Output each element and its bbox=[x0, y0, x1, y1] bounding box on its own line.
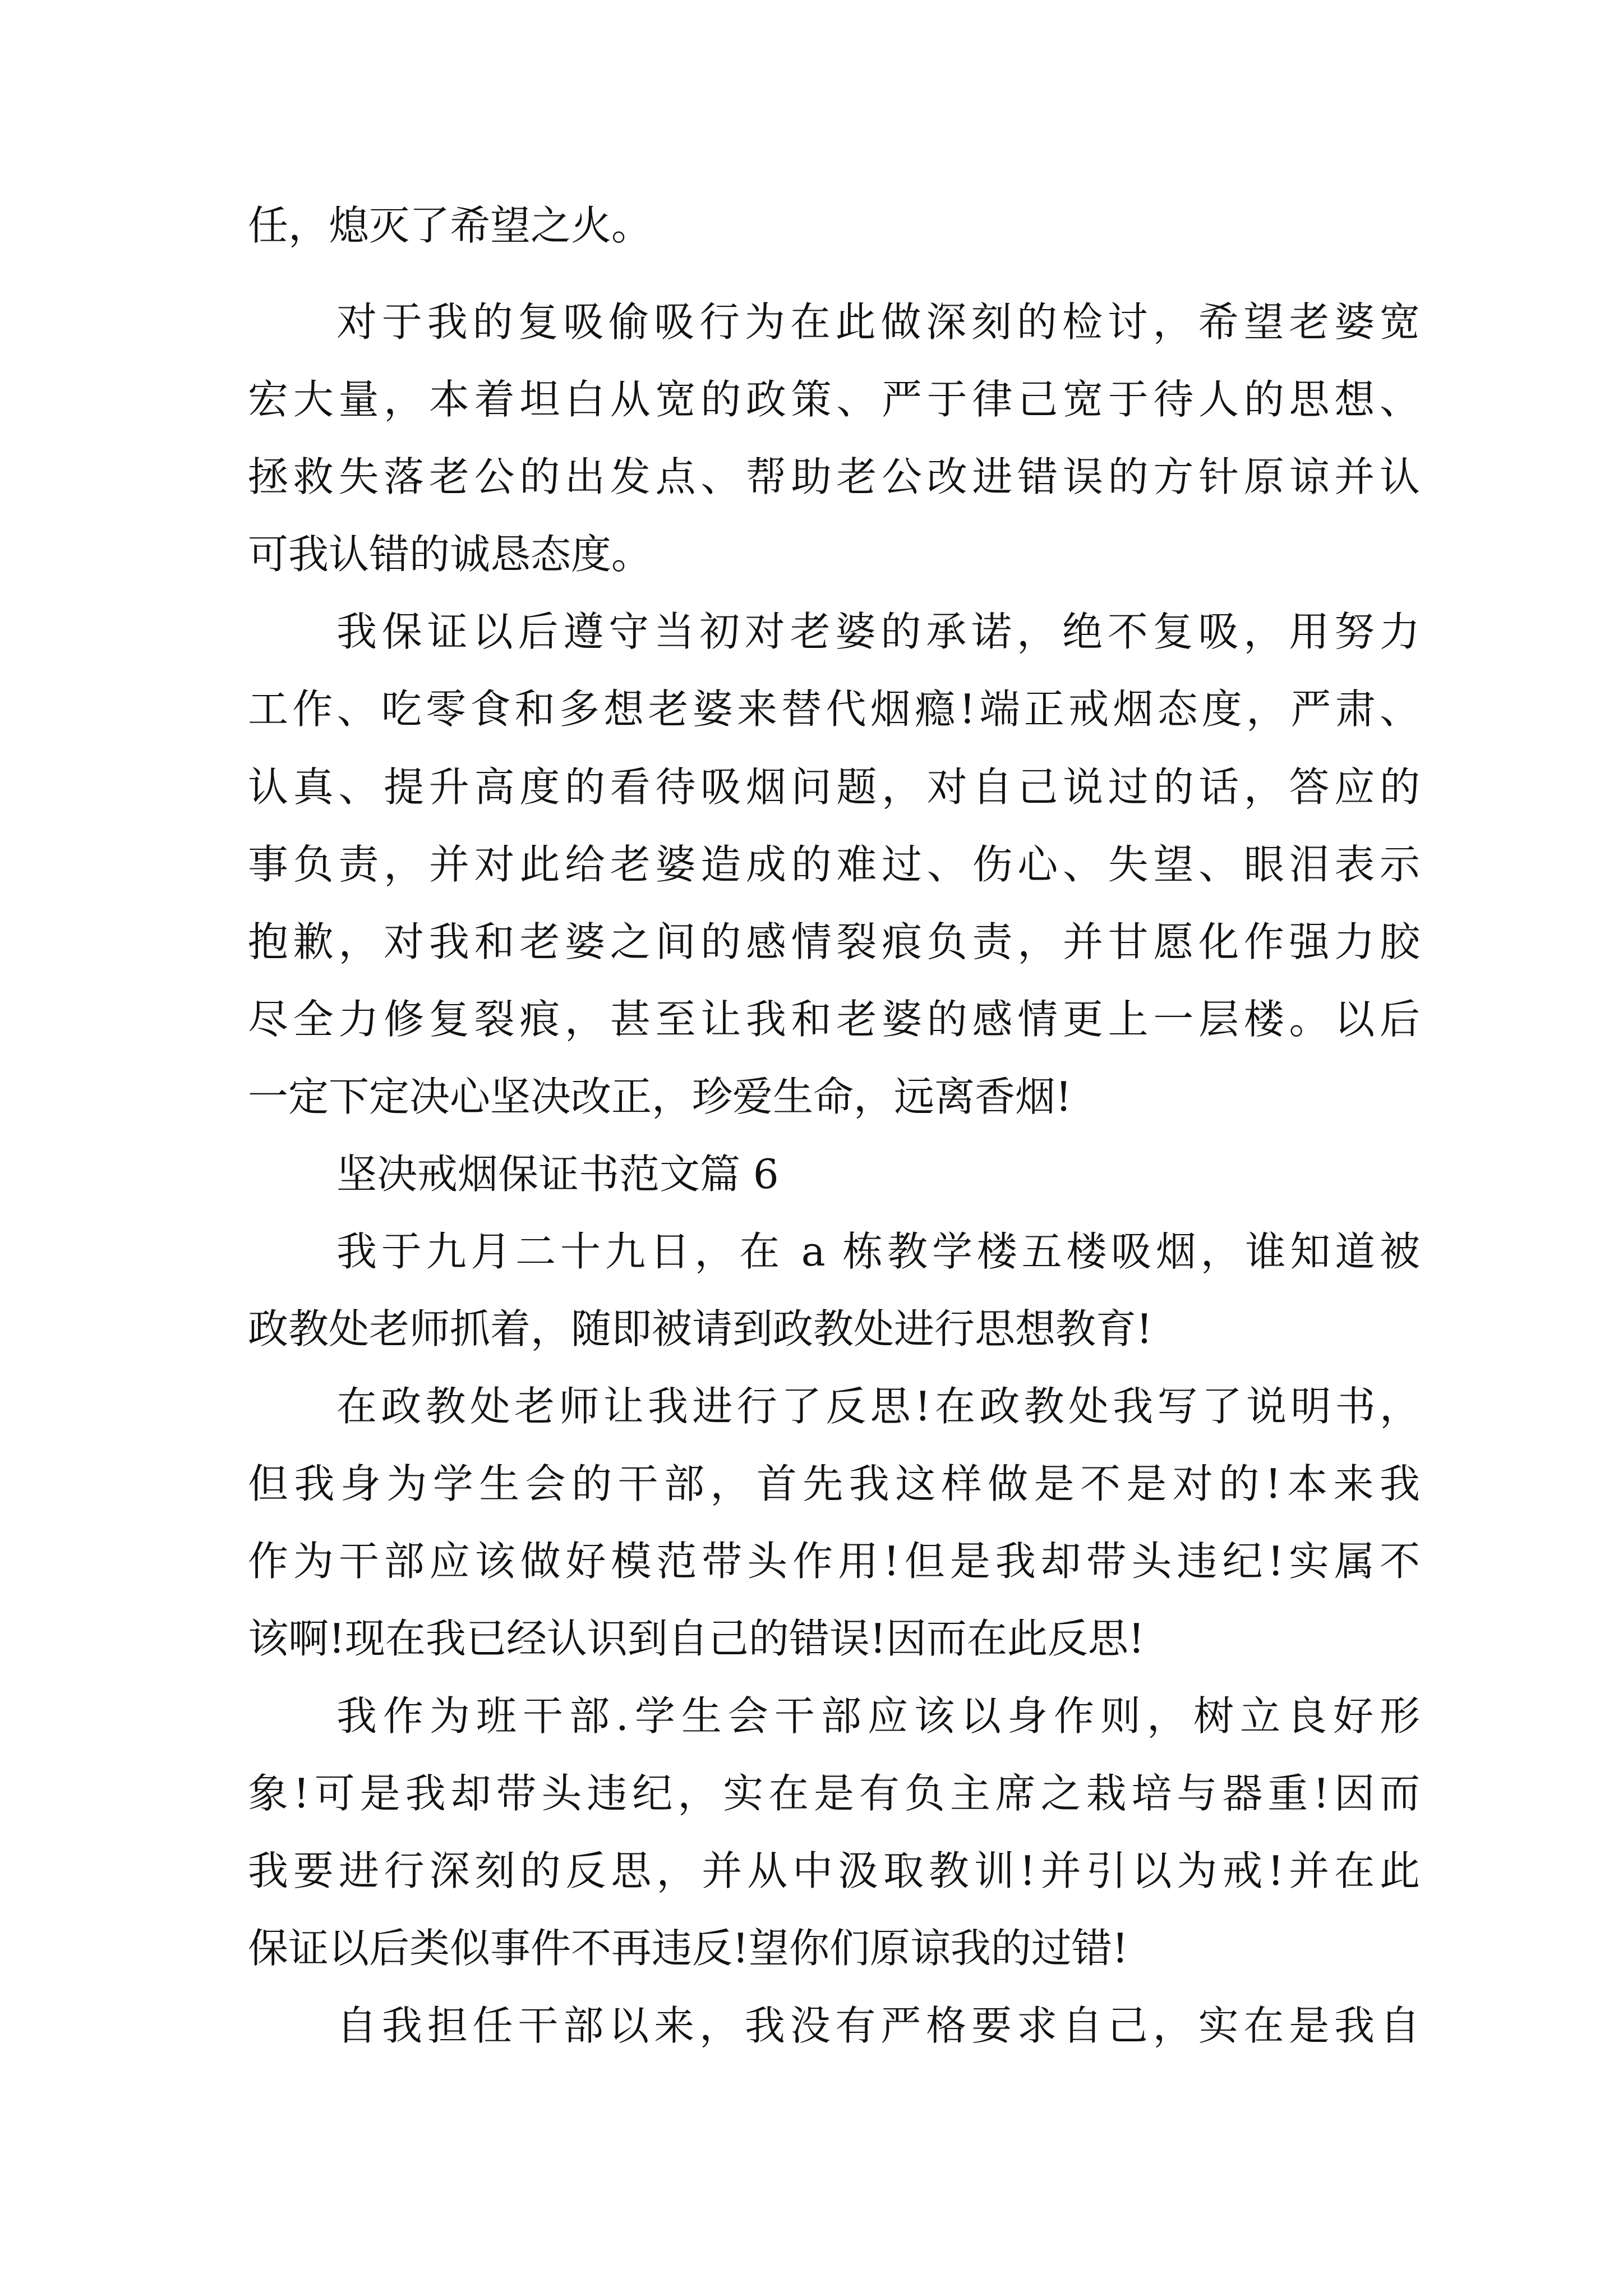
section-heading: 坚决戒烟保证书范文篇 6 bbox=[336, 1151, 779, 1198]
paragraph-line: 认真、提升高度的看待吸烟问题，对自己说过的话，答应的 bbox=[248, 763, 1420, 811]
paragraph-line: 我作为班干部.学生会干部应该以身作则，树立良好形 bbox=[336, 1692, 1420, 1740]
paragraph-line: 我于九月二十九日，在 a 栋教学楼五楼吸烟，谁知道被 bbox=[336, 1228, 1420, 1275]
paragraph-line: 该啊!现在我已经认识到自己的错误!因而在此反思! bbox=[248, 1615, 1145, 1662]
paragraph-line: 对于我的复吸偷吸行为在此做深刻的检讨，希望老婆宽 bbox=[336, 298, 1420, 346]
paragraph-line: 我保证以后遵守当初对老婆的承诺，绝不复吸，用努力 bbox=[336, 608, 1420, 655]
paragraph-line: 作为干部应该做好模范带头作用!但是我却带头违纪!实属不 bbox=[248, 1538, 1420, 1585]
paragraph-line: 拯救失落老公的出发点、帮助老公改进错误的方针原谅并认 bbox=[248, 453, 1420, 500]
paragraph-line: 保证以后类似事件不再违反!望你们原谅我的过错! bbox=[248, 1925, 1128, 1972]
paragraph-line: 可我认错的诚恳态度。 bbox=[248, 531, 652, 578]
paragraph-line: 但我身为学生会的干部，首先我这样做是不是对的!本来我 bbox=[248, 1460, 1420, 1507]
paragraph-line: 政教处老师抓着，随即被请到政教处进行思想教育! bbox=[248, 1305, 1152, 1352]
paragraph-line: 在政教处老师让我进行了反思!在政教处我写了说明书， bbox=[336, 1383, 1420, 1430]
paragraph-line: 任，熄灭了希望之火。 bbox=[248, 202, 652, 249]
paragraph-line: 尽全力修复裂痕，甚至让我和老婆的感情更上一层楼。以后 bbox=[248, 996, 1420, 1043]
paragraph-line: 象!可是我却带头违纪，实在是有负主席之栽培与器重!因而 bbox=[248, 1770, 1420, 1817]
paragraph-line: 工作、吃零食和多想老婆来替代烟瘾!端正戒烟态度，严肃、 bbox=[248, 685, 1420, 733]
paragraph-line: 一定下定决心坚决改正，珍爱生命，远离香烟! bbox=[248, 1073, 1072, 1120]
paragraph-line: 事负责，并对此给老婆造成的难过、伤心、失望、眼泪表示 bbox=[248, 841, 1420, 888]
paragraph-line: 抱歉，对我和老婆之间的感情裂痕负责，并甘愿化作强力胶 bbox=[248, 918, 1420, 965]
paragraph-line: 自我担任干部以来，我没有严格要求自己，实在是我自 bbox=[336, 2002, 1420, 2049]
paragraph-line: 宏大量，本着坦白从宽的政策、严于律己宽于待人的思想、 bbox=[248, 376, 1420, 423]
paragraph-line: 我要进行深刻的反思，并从中汲取教训!并引以为戒!并在此 bbox=[248, 1847, 1420, 1894]
